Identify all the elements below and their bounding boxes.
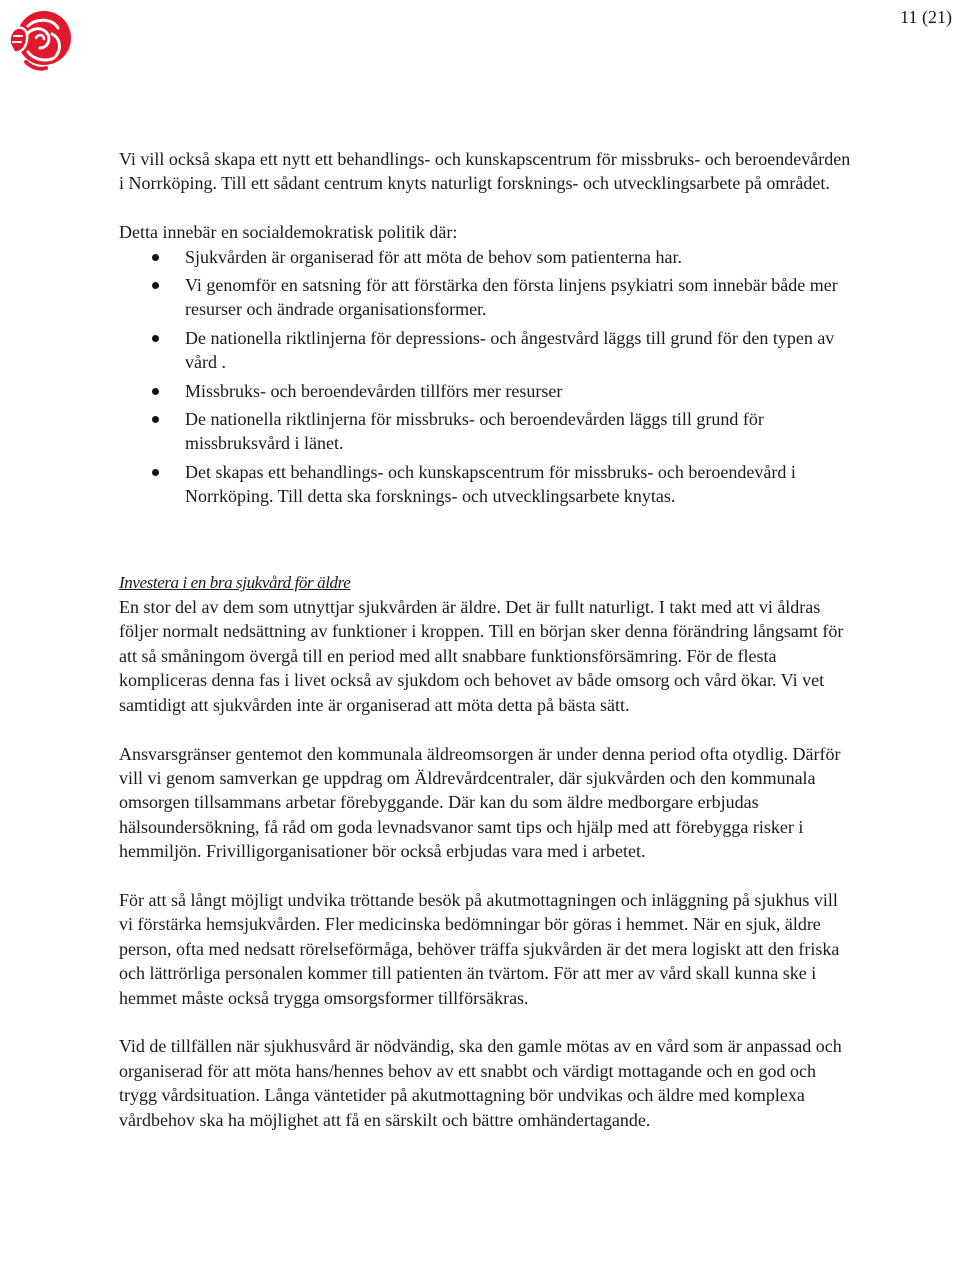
list-item-text: Det skapas ett behandlings- och kunskapscentrum för missbruks- och beroendevård i Norrköping. Till detta ska forsknings- och utvecklingsarbete knytas. [185,461,796,507]
list-item [119,245,854,269]
section-paragraph: För att så långt möjligt undvika tröttande besök på akutmottagningen och inläggning på sjukhus vill vi förstärka hemsjukvården. Fler medicinska bedömningar bör göras i hemmet. När en sjuk, äldre person, ofta med nedsatt rörelseförmåga, behöver träffa sjukvården är det mera logiskt att den friska och lättrörliga personalen kommer till patienten än tvärtom. För att mer av vård skall kunna ske i hemmet måste också trygga omsorgsformer tillförsäkras. [119,889,840,1008]
section-heading: Investera i en bra sjukvård för äldre [119,572,351,592]
list-item [119,460,854,509]
section-paragraph: En stor del av dem som utnyttjar sjukvården är äldre. Det är fullt naturligt. I takt med att vi åldras följer normalt nedsättning av funktioner i kroppen. Till en början sker denna förändring långsamt för att så småningom övergå till en period med allt snabbare funktionsförsämring. För de flesta kompliceras denna fas i livet också av sjukdom och behovet av både omsorg och vård ökar. Vi vet samtidigt att sjukvården inte är organiserad att möta detta på bästa sätt. [119,597,844,715]
list-item [119,273,854,322]
list-item-text: Vi genomför en satsning för att förstärka den första linjens psykiatri som innebär både mer resurser och ändrade organisationsformer. [185,275,838,320]
bullet-icon [152,469,159,476]
page-number: 11 (21) [900,7,952,27]
bullet-icon [152,254,159,261]
bullet-icon [152,416,159,423]
list-item-text: Sjukvården är organiserad för att möta de behov som patienterna har. [185,246,683,267]
policy-bullet-list [119,245,854,509]
intro-paragraph: Vi vill också skapa ett nytt ett behandlings- och kunskapscentrum för missbruks- och beroendevården i Norrköping. Till ett sådant centrum knyts naturligt forsknings- och utvecklingsarbete på området. [119,149,851,194]
document-body [119,147,854,1132]
rose-in-fist-logo-icon [6,4,74,74]
list-item-text: De nationella riktlinjerna för depressions- och ångestvård läggs till grund för den typen av vård . [185,327,835,373]
list-item [119,326,854,375]
section-paragraph: Ansvarsgränser gentemot den kommunala äldreomsorgen är under denna period ofta otydlig. Därför vill vi genom samverkan ge uppdrag om Äldrevårdcentraler, där sjukvården och den kommunala omsorgen tillsammans arbetar förebyggande. Där kan du som äldre medborgare erbjudas hälsoundersökning, få råd om goda levnadsvanor samt tips och hjälp med att förebygga risker i hemmiljön. Frivilligorganisationer bör också erbjudas vara med i arbetet. [119,743,841,862]
policy-lead: Detta innebär en socialdemokratisk politik där: [119,222,458,243]
bullet-icon [152,388,159,395]
list-item-text: De nationella riktlinjerna för missbruks- och beroendevården läggs till grund för missbruksvård i länet. [185,409,764,454]
list-item [119,407,854,456]
list-item [119,379,854,403]
bullet-icon [152,282,159,289]
list-item-text: Missbruks- och beroendevården tillförs mer resurser [185,380,563,401]
party-logo-icon [6,4,74,74]
bullet-icon [152,335,159,342]
section-paragraph: Vid de tillfällen när sjukhusvård är nödvändig, ska den gamle mötas av en vård som är anpassad och organiserad för att möta hans/hennes behov av ett snabbt och värdigt mottagande och en god och trygg vårdsituation. Långa väntetider på akutmottagning bör undvikas och äldre med komplexa vårdbehov ska ha möjlighet att få en särskilt och bättre omhändertagande. [119,1036,842,1130]
